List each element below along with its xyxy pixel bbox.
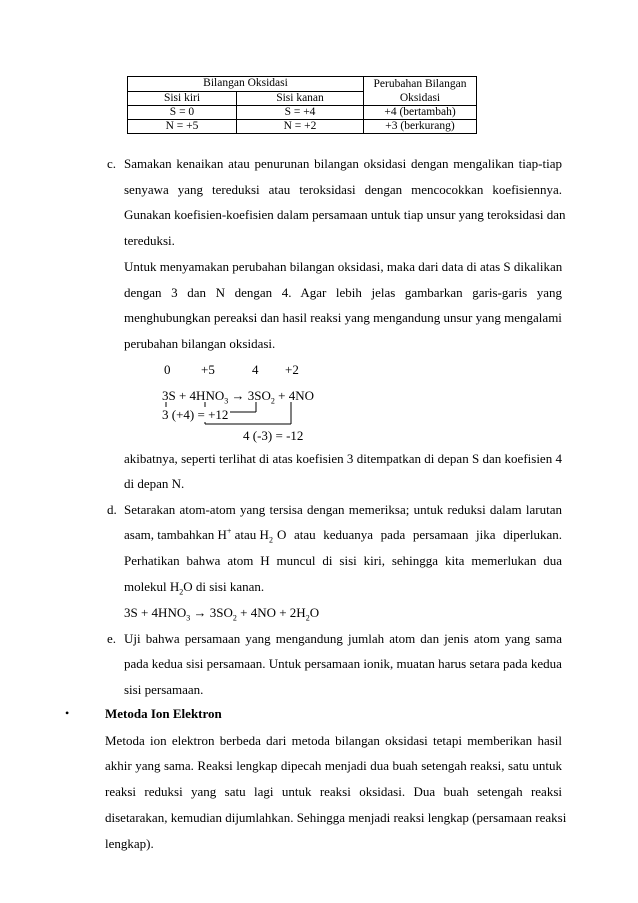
paragraph-line: Untuk menyamakan perubahan bilangan oksidasi, maka dari data di atas S dikalikan xyxy=(124,259,563,274)
paragraph-line: di depan N. xyxy=(124,476,185,491)
paragraph-line: disetarakan, kemudian dijumlahkan. Sehingga menjadi reaksi lengkap (persamaan reaksi xyxy=(105,810,567,825)
paragraph-line: Setarakan atom-atom yang tersisa dengan memeriksa; untuk reduksi dalam larutan xyxy=(124,502,562,517)
paragraph-line: senyawa yang tereduksi atau teroksidasi dengan mencocokkan koefisiennya. xyxy=(124,182,562,197)
paragraph-line: akhir yang sama. Reaksi lengkap dipecah menjadi dua buah setengah reaksi, satu untuk xyxy=(105,758,562,773)
paragraph-line: akibatnya, seperti terlihat di atas koefisien 3 ditempatkan di depan S dan koefisien 4 xyxy=(124,451,562,466)
ox-number: 4 xyxy=(252,362,259,377)
ox-number: 0 xyxy=(164,362,171,377)
table-cell: N = +5 xyxy=(128,120,237,134)
item-label-d: d. xyxy=(107,502,117,517)
table-header-bilangan: Bilangan Oksidasi xyxy=(128,77,364,92)
paragraph-line: Samakan kenaikan atau penurunan bilangan oksidasi dengan mengalikan tiap-tiap xyxy=(124,156,562,171)
paragraph-line: sisi persamaan. xyxy=(124,682,204,697)
table-cell: N = +2 xyxy=(237,120,364,134)
paragraph-line: perubahan bilangan oksidasi. xyxy=(124,336,276,351)
table-subheader-left: Sisi kiri xyxy=(128,91,237,106)
table-subheader-right: Sisi kanan xyxy=(237,91,364,106)
paragraph-line: Perhatikan bahwa atom H muncul di sisi kiri, sehingga kita memerlukan dua xyxy=(124,553,562,568)
table-cell: S = +4 xyxy=(237,106,364,120)
table-cell: +3 (berkurang) xyxy=(364,120,477,134)
table-header-perubahan: Perubahan Bilangan Oksidasi xyxy=(364,77,477,106)
paragraph-line: menghubungkan pereaksi dan hasil reaksi yang mengandung unsur yang mengalami xyxy=(124,310,562,325)
ox-number: +2 xyxy=(285,362,299,377)
paragraph-line: dengan 3 dan N dengan 4. Agar lebih jelas gambarkan garis-garis yang xyxy=(124,285,562,300)
ox-number: +5 xyxy=(201,362,215,377)
table-cell: +4 (bertambah) xyxy=(364,106,477,120)
paragraph-line: molekul $H_2O$ di sisi kanan. xyxy=(124,579,265,597)
item-label-e: e. xyxy=(107,631,117,646)
redox-equation: $3S + 4HNO_3 \to 3SO_2 + 4NO$ xyxy=(162,388,314,406)
section-heading: Metoda Ion Elektron xyxy=(105,706,222,721)
calc-s: 3 (+4) = +12 xyxy=(162,407,229,422)
paragraph-line: asam, tambahkan H+ atau $H_2$ O atau keduanya pada persamaan jika diperlukan. xyxy=(124,526,562,545)
paragraph-line: Metoda ion elektron berbeda dari metoda bilangan oksidasi tetapi memberikan hasil xyxy=(105,733,562,748)
paragraph-line: lengkap). xyxy=(105,836,154,851)
calc-n: 4 (-3) = -12 xyxy=(243,428,304,443)
table-cell: S = 0 xyxy=(128,106,237,120)
paragraph-line: pada kedua sisi persamaan. Untuk persamaan ionik, muatan harus setara pada kedua xyxy=(124,656,562,671)
paragraph-line: Uji bahwa persamaan yang mengandung jumlah atom dan jenis atom yang sama xyxy=(124,631,562,646)
bullet-icon: • xyxy=(65,706,70,720)
paragraph-line: Gunakan koefisien-koefisien dalam persamaan untuk tiap unsur yang teroksidasi dan xyxy=(124,207,566,222)
balanced-equation: $3S + 4HNO_3 \to 3SO_2 + 4NO + 2H_2O$ xyxy=(124,605,320,623)
paragraph-line: reaksi reduksi yang satu lagi untuk reaksi oksidasi. Dua buah setengah reaksi xyxy=(105,784,562,799)
item-label-c: c. xyxy=(107,156,117,171)
paragraph-line: tereduksi. xyxy=(124,233,175,248)
